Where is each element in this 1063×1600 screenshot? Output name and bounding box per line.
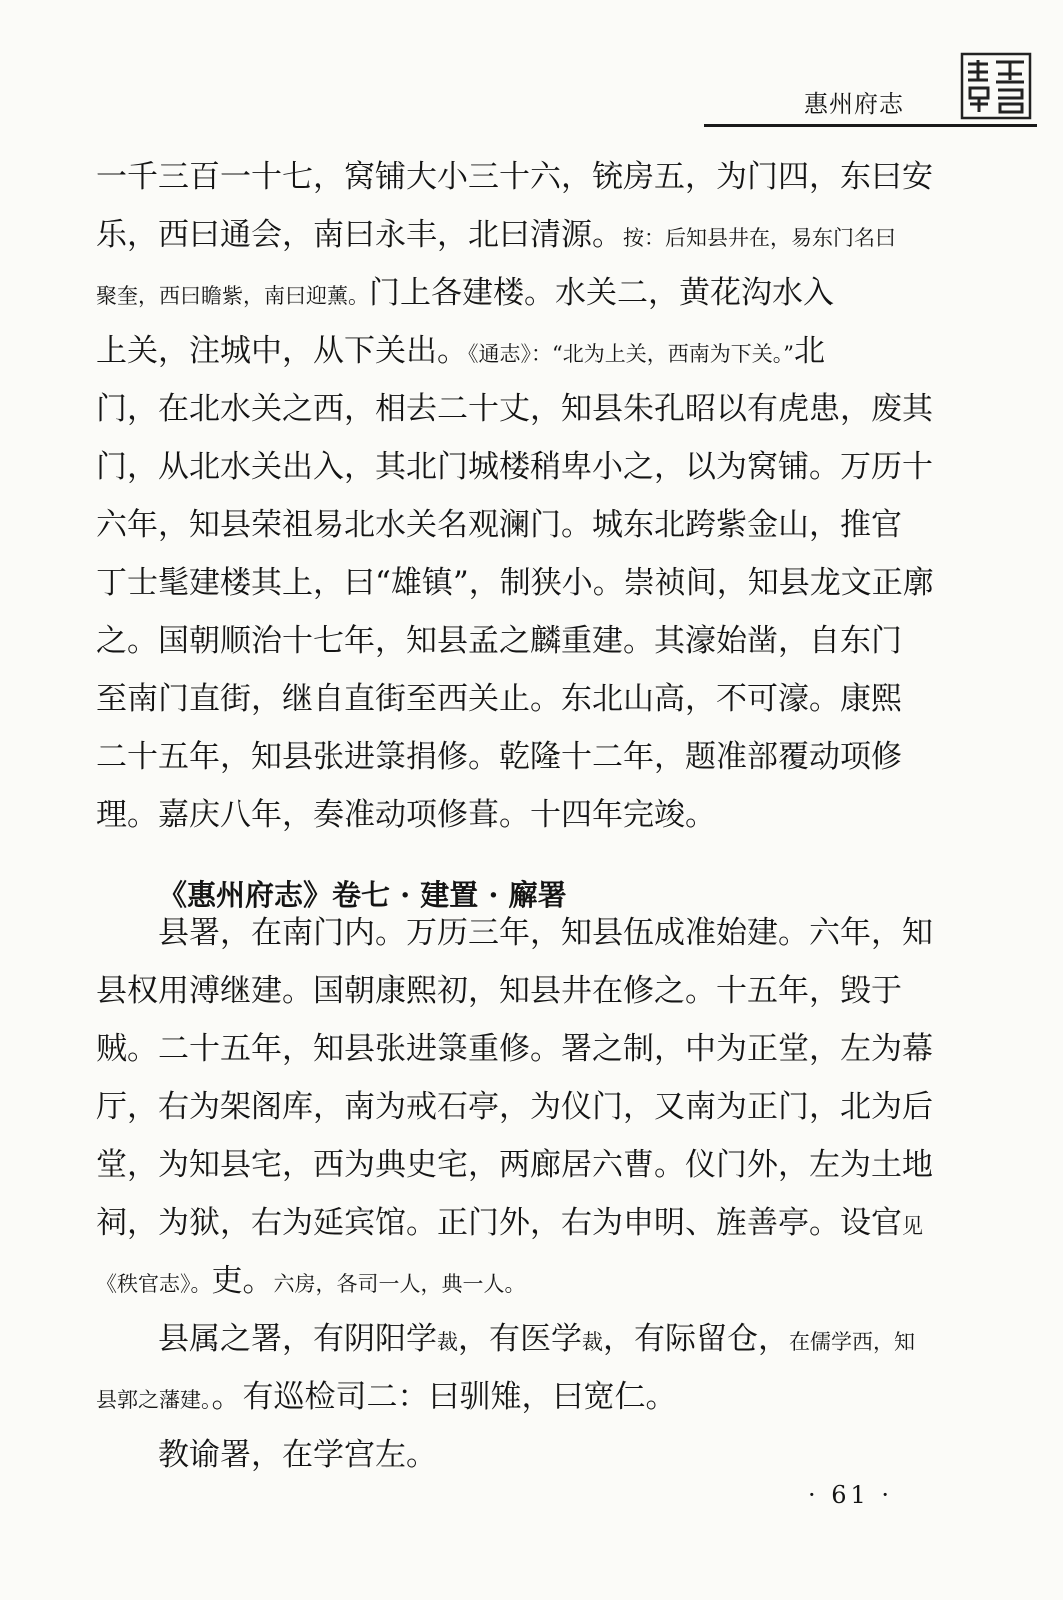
annotation-note: 县郭之藩建。 xyxy=(96,1388,212,1412)
text-line xyxy=(96,1194,938,1252)
text-line xyxy=(96,554,938,612)
text-line xyxy=(96,1252,938,1310)
body-text: ，有际留仓， xyxy=(603,1321,789,1357)
body-text: 北 xyxy=(793,333,825,369)
body-text: 至南门直街，继自直街至西关止。东北山高，不可濠。康熙 xyxy=(96,681,902,717)
text-line xyxy=(96,1136,938,1194)
annotation-note: 按：后知县井在，易东门名曰 xyxy=(623,226,896,250)
text-block-offices xyxy=(96,904,938,1484)
section-title: 《惠州府志》卷七 · 建置 · 廨署 xyxy=(158,878,567,912)
annotation-note: 六房，各司一人，典一人。 xyxy=(273,1272,526,1296)
running-title: 惠州府志 xyxy=(804,90,904,118)
body-text: 上关，注城中，从下关出。 xyxy=(96,333,468,369)
body-text: 堂，为知县宅，西为典史宅，两廊居六曹。仪门外，左为土地 xyxy=(96,1147,933,1183)
text-line xyxy=(96,1368,938,1426)
text-line xyxy=(96,438,938,496)
body-text: 丁士髦建楼其上，曰“雄镇”，制狭小。崇祯间，知县龙文正廓 xyxy=(96,565,934,601)
header-rule xyxy=(704,124,1037,127)
body-text: 吏。 xyxy=(211,1263,274,1299)
text-line xyxy=(96,904,938,962)
body-text: 之。国朝顺治十七年，知县孟之麟重建。其濠始凿，自东门 xyxy=(96,623,902,659)
text-line xyxy=(96,962,938,1020)
body-text: 县属之署，有阴阳学 xyxy=(158,1321,437,1357)
body-text: 教谕署，在学宫左。 xyxy=(158,1437,437,1473)
text-line xyxy=(96,1078,938,1136)
text-line xyxy=(96,148,938,206)
text-line xyxy=(96,264,938,322)
body-text: 县署，在南门内。万历三年，知县伍成准始建。六年，知 xyxy=(158,915,933,951)
annotation-note: 聚奎，西曰瞻紫，南曰迎薰。 xyxy=(96,284,369,308)
text-line xyxy=(96,786,938,844)
seal-stamp-icon xyxy=(960,52,1032,120)
annotation-note: 《通志》：“北为上关，西南为下关。” xyxy=(468,342,794,366)
body-text: 县权用溥继建。国朝康熙初，知县井在修之。十五年，毁于 xyxy=(96,973,902,1009)
body-text: 乐，西曰通会，南曰永丰，北曰清源。 xyxy=(96,217,623,253)
body-text: ，有医学 xyxy=(458,1321,582,1357)
text-line xyxy=(96,1310,938,1368)
annotation-note: 裁 xyxy=(437,1330,458,1354)
body-text: 祠，为狱，右为延宾馆。正门外，右为申明、旌善亭。设官 xyxy=(96,1205,902,1241)
body-text: 门，在北水关之西，相去二十丈，知县朱孔昭以有虎患，废其 xyxy=(96,391,933,427)
text-line xyxy=(96,380,938,438)
text-line xyxy=(96,496,938,554)
body-text: 二十五年，知县张进箓捐修。乾隆十二年，题准部覆动项修 xyxy=(96,739,902,775)
text-line xyxy=(96,612,938,670)
text-block-wall-gates xyxy=(96,148,938,844)
body-text: 门上各建楼。水关二，黄花沟水入 xyxy=(369,275,834,311)
page-number: · 61 · xyxy=(808,1481,894,1509)
text-line xyxy=(96,322,938,380)
body-text: 六年，知县荣祖易北水关名观澜门。城东北跨紫金山，推官 xyxy=(96,507,902,543)
annotation-note: 裁 xyxy=(582,1330,603,1354)
text-line xyxy=(96,1426,938,1484)
text-line xyxy=(96,1020,938,1078)
body-text: 理。嘉庆八年，奏准动项修葺。十四年完竣。 xyxy=(96,797,716,833)
body-text: 一千三百一十七，窝铺大小三十六，铳房五，为门四，东曰安 xyxy=(96,159,933,195)
body-text: 门，从北水关出入，其北门城楼稍卑小之，以为窝铺。万历十 xyxy=(96,449,933,485)
text-line xyxy=(96,206,938,264)
annotation-note: 见 xyxy=(902,1214,923,1238)
text-line xyxy=(96,670,938,728)
annotation-note: 在儒学西，知 xyxy=(789,1330,915,1354)
body-text: 贼。二十五年，知县张进箓重修。署之制，中为正堂，左为幕 xyxy=(96,1031,933,1067)
body-text: 厅，右为架阁库，南为戒石亭，为仪门，又南为正门，北为后 xyxy=(96,1089,933,1125)
body-text: 。有巡检司二：曰驯雉，曰宽仁。 xyxy=(211,1379,677,1415)
annotation-note: 《秩官志》。 xyxy=(96,1272,212,1296)
text-line xyxy=(96,728,938,786)
